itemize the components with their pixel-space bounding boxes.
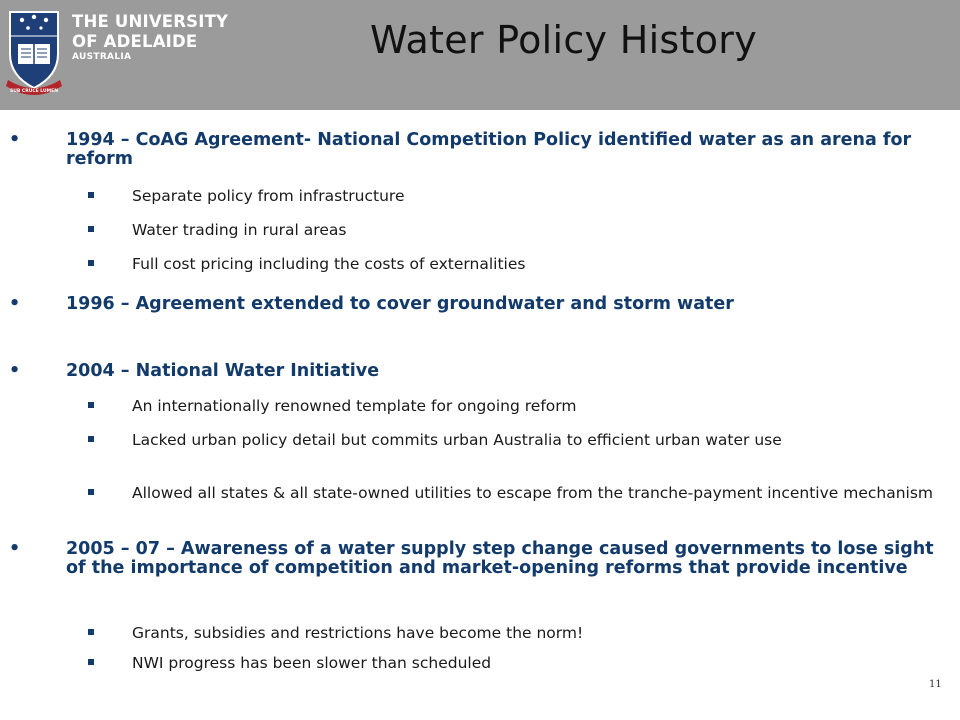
square-bullet-icon xyxy=(88,659,94,665)
bullet-1994 xyxy=(9,130,956,169)
slide-title: Water Policy History xyxy=(370,18,757,62)
sub-bullet-text: Full cost pricing including the costs of externalities xyxy=(132,255,526,273)
sub-bullet-text: Water trading in rural areas xyxy=(132,221,347,239)
bullet-2004 xyxy=(9,361,956,381)
logo-motto: SUB CRUCE LUMEN xyxy=(10,89,58,94)
bullet-text: 1994 – CoAG Agreement- National Competition Policy identified water as an arena for reform xyxy=(66,130,912,169)
sub-bullet xyxy=(132,625,952,641)
sub-bullet xyxy=(132,432,952,448)
sub-bullet-text: Lacked urban policy detail but commits urban Australia to efficient urban water use xyxy=(132,431,782,449)
square-bullet-icon xyxy=(88,489,94,495)
bullet-1996 xyxy=(9,294,956,314)
square-bullet-icon xyxy=(88,402,94,408)
bullet-dot: • xyxy=(9,539,21,559)
square-bullet-icon xyxy=(88,629,94,635)
bullet-dot: • xyxy=(9,294,21,314)
university-name-line-1: THE UNIVERSITY xyxy=(72,12,229,31)
page-number: 11 xyxy=(929,679,942,690)
sub-bullet-text: Grants, subsidies and restrictions have become the norm! xyxy=(132,624,584,642)
bullet-dot: • xyxy=(9,130,21,150)
university-name-line-2: OF ADELAIDE xyxy=(72,31,198,51)
university-name-line-3: AUSTRALIA xyxy=(72,52,132,62)
bullet-text: 2005 – 07 – Awareness of a water supply step change caused governments to lose sight of the importance of competition and market-opening reforms that provide incentive xyxy=(66,539,934,578)
sub-bullet xyxy=(132,398,952,414)
sub-bullet xyxy=(132,655,952,671)
bullet-dot: • xyxy=(9,361,21,381)
sub-bullet xyxy=(132,188,952,204)
sub-bullet-text: Separate policy from infrastructure xyxy=(132,187,405,205)
square-bullet-icon xyxy=(88,436,94,442)
sub-bullet xyxy=(132,256,952,272)
bullet-2005-07 xyxy=(9,539,956,578)
sub-bullet xyxy=(132,222,952,238)
bullet-text: 1996 – Agreement extended to cover groundwater and storm water xyxy=(66,294,734,314)
square-bullet-icon xyxy=(88,260,94,266)
sub-bullet xyxy=(132,485,952,501)
sub-bullet-text: NWI progress has been slower than scheduled xyxy=(132,654,492,672)
sub-bullet-text: Allowed all states & all state-owned utilities to escape from the tranche-payment incentive mechanism xyxy=(132,484,934,502)
square-bullet-icon xyxy=(88,226,94,232)
square-bullet-icon xyxy=(88,192,94,198)
bullet-text: 2004 – National Water Initiative xyxy=(66,361,380,381)
sub-bullet-text: An internationally renowned template for ongoing reform xyxy=(132,397,577,415)
